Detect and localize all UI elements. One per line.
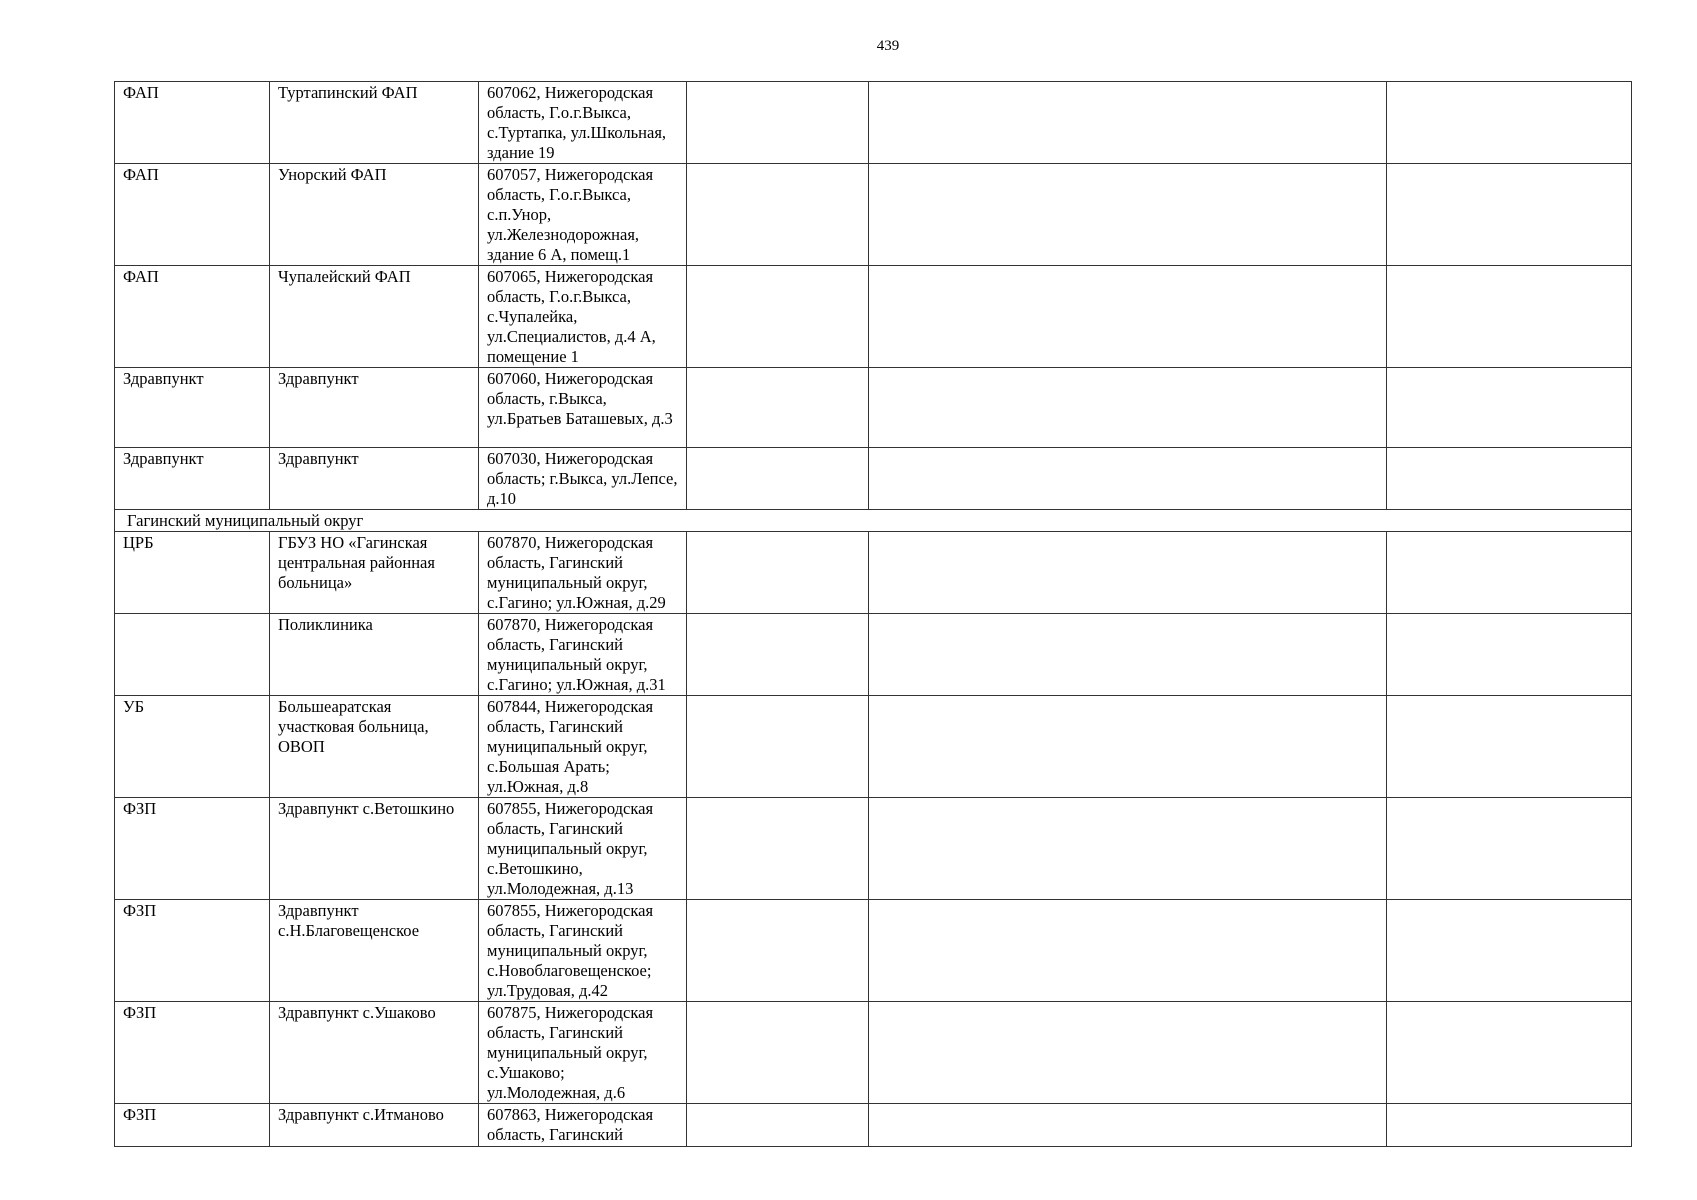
empty-cell xyxy=(687,82,869,164)
empty-cell xyxy=(869,900,1387,1002)
empty-cell xyxy=(687,1002,869,1104)
empty-cell xyxy=(687,368,869,448)
facility-address-cell: 607057, Нижегородская область, Г.о.г.Выкса, с.п.Унор, ул.Железнодорожная, здание 6 А, помещ.1 xyxy=(479,164,687,266)
facility-address-cell: 607875, Нижегородская область, Гагинский муниципальный округ, с.Ушаково; ул.Молодежная, д.6 xyxy=(479,1002,687,1104)
table-row xyxy=(115,82,1632,164)
facility-name-cell: Большеаратская участковая больница, ОВОП xyxy=(270,696,479,798)
empty-cell xyxy=(687,614,869,696)
facility-type-cell: ФЗП xyxy=(115,1002,270,1104)
page-number: 439 xyxy=(876,38,900,54)
facility-name-cell: Здравпункт с.Ветошкино xyxy=(270,798,479,900)
empty-cell xyxy=(1387,614,1632,696)
empty-cell xyxy=(869,368,1387,448)
empty-cell xyxy=(869,798,1387,900)
facility-address-cell: 607855, Нижегородская область, Гагинский муниципальный округ, с.Ветошкино, ул.Молодежная, д.13 xyxy=(479,798,687,900)
facility-name-cell: Здравпункт xyxy=(270,448,479,510)
facility-address-cell: 607863, Нижегородская область, Гагинский xyxy=(479,1104,687,1147)
facility-type-cell: ФЗП xyxy=(115,900,270,1002)
facility-type-cell: Здравпункт xyxy=(115,448,270,510)
table-row xyxy=(115,798,1632,900)
empty-cell xyxy=(1387,368,1632,448)
facility-address-cell: 607030, Нижегородская область; г.Выкса, ул.Лепсе, д.10 xyxy=(479,448,687,510)
table-row xyxy=(115,696,1632,798)
empty-cell xyxy=(869,614,1387,696)
table-row xyxy=(115,448,1632,510)
empty-cell xyxy=(687,532,869,614)
table-row xyxy=(115,1002,1632,1104)
facility-name-cell: Поликлиника xyxy=(270,614,479,696)
table-row xyxy=(115,164,1632,266)
empty-cell xyxy=(869,266,1387,368)
empty-cell xyxy=(869,448,1387,510)
facility-address-cell: 607870, Нижегородская область, Гагинский муниципальный округ, с.Гагино; ул.Южная, д.31 xyxy=(479,614,687,696)
empty-cell xyxy=(1387,696,1632,798)
facility-address-cell: 607844, Нижегородская область, Гагинский муниципальный округ, с.Большая Арать; ул.Южная, д.8 xyxy=(479,696,687,798)
facility-type-cell: УБ xyxy=(115,696,270,798)
empty-cell xyxy=(1387,164,1632,266)
facility-address-cell: 607060, Нижегородская область, г.Выкса, ул.Братьев Баташевых, д.3 xyxy=(479,368,687,448)
facility-name-cell: Здравпункт с.Ушаково xyxy=(270,1002,479,1104)
table-row xyxy=(115,614,1632,696)
empty-cell xyxy=(869,164,1387,266)
facility-type-cell: ФАП xyxy=(115,82,270,164)
table-row xyxy=(115,266,1632,368)
empty-cell xyxy=(869,696,1387,798)
empty-cell xyxy=(1387,1104,1632,1147)
facility-type-cell: Здравпункт xyxy=(115,368,270,448)
empty-cell xyxy=(1387,448,1632,510)
empty-cell xyxy=(687,798,869,900)
section-heading-cell: Гагинский муниципальный округ xyxy=(115,510,1632,532)
facility-type-cell xyxy=(115,614,270,696)
facility-name-cell: Унорский ФАП xyxy=(270,164,479,266)
empty-cell xyxy=(1387,900,1632,1002)
facility-type-cell: ФЗП xyxy=(115,798,270,900)
empty-cell xyxy=(869,1104,1387,1147)
facility-name-cell: Туртапинский ФАП xyxy=(270,82,479,164)
facilities-table xyxy=(114,81,1632,1147)
table-row xyxy=(115,532,1632,614)
empty-cell xyxy=(687,266,869,368)
table-row xyxy=(115,900,1632,1002)
facility-address-cell: 607855, Нижегородская область, Гагинский муниципальный округ, с.Новоблаговещенское; ул.Трудовая, д.42 xyxy=(479,900,687,1002)
empty-cell xyxy=(687,900,869,1002)
empty-cell xyxy=(1387,532,1632,614)
facility-type-cell: ФЗП xyxy=(115,1104,270,1147)
facility-address-cell: 607065, Нижегородская область, Г.о.г.Выкса, с.Чупалейка, ул.Специалистов, д.4 А, помещение 1 xyxy=(479,266,687,368)
empty-cell xyxy=(687,448,869,510)
empty-cell xyxy=(869,82,1387,164)
empty-cell xyxy=(1387,1002,1632,1104)
facility-type-cell: ФАП xyxy=(115,164,270,266)
empty-cell xyxy=(1387,266,1632,368)
table-row xyxy=(115,368,1632,448)
table-row xyxy=(115,1104,1632,1147)
empty-cell xyxy=(687,1104,869,1147)
facility-name-cell: Чупалейский ФАП xyxy=(270,266,479,368)
facility-address-cell: 607062, Нижегородская область, Г.о.г.Выкса, с.Туртапка, ул.Школьная, здание 19 xyxy=(479,82,687,164)
section-row xyxy=(115,510,1632,532)
facility-address-cell: 607870, Нижегородская область, Гагинский муниципальный округ, с.Гагино; ул.Южная, д.29 xyxy=(479,532,687,614)
facility-name-cell: Здравпункт xyxy=(270,368,479,448)
empty-cell xyxy=(869,1002,1387,1104)
facility-type-cell: ЦРБ xyxy=(115,532,270,614)
empty-cell xyxy=(687,164,869,266)
facility-name-cell: ГБУЗ НО «Гагинская центральная районная больница» xyxy=(270,532,479,614)
empty-cell xyxy=(869,532,1387,614)
facility-type-cell: ФАП xyxy=(115,266,270,368)
empty-cell xyxy=(687,696,869,798)
facility-name-cell: Здравпункт с.Итманово xyxy=(270,1104,479,1147)
empty-cell xyxy=(1387,82,1632,164)
empty-cell xyxy=(1387,798,1632,900)
facility-name-cell: Здравпункт с.Н.Благовещенское xyxy=(270,900,479,1002)
